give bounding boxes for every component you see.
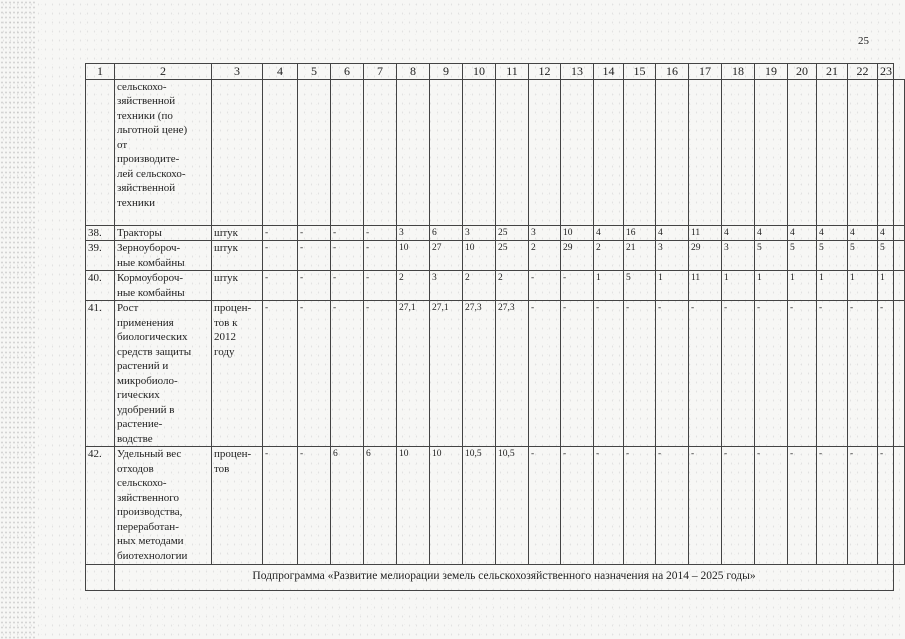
value-cell bbox=[529, 79, 561, 225]
unit bbox=[212, 79, 263, 225]
column-header-20: 20 bbox=[788, 64, 817, 80]
value-cell: - bbox=[364, 301, 397, 447]
value-cell: 29 bbox=[561, 241, 594, 271]
value-cell: - bbox=[529, 271, 561, 301]
value-cell: - bbox=[788, 447, 817, 565]
value-cell: 27,1 bbox=[430, 301, 463, 447]
table-row bbox=[86, 447, 905, 565]
value-cell bbox=[364, 79, 397, 225]
unit bbox=[212, 301, 263, 447]
value-cell: 4 bbox=[656, 225, 689, 241]
value-cell bbox=[463, 79, 496, 225]
value-cell: - bbox=[263, 225, 298, 241]
header-row bbox=[86, 64, 905, 80]
value-cell bbox=[894, 271, 905, 301]
value-cell: - bbox=[561, 301, 594, 447]
indicator-name bbox=[115, 241, 212, 271]
value-cell bbox=[894, 225, 905, 241]
value-cell: - bbox=[263, 271, 298, 301]
value-cell: - bbox=[263, 447, 298, 565]
table-row bbox=[86, 79, 905, 225]
value-cell: 11 bbox=[689, 225, 722, 241]
indicator-name-line: производите- bbox=[117, 153, 180, 165]
value-cell bbox=[878, 79, 894, 225]
value-cell: - bbox=[689, 301, 722, 447]
column-header-6: 6 bbox=[331, 64, 364, 80]
value-cell: 10 bbox=[463, 241, 496, 271]
value-cell bbox=[263, 79, 298, 225]
indicator-name-line: ных методами bbox=[117, 535, 184, 547]
subprogram-row-number bbox=[86, 565, 115, 591]
indicator-name-line: Кормоубороч- bbox=[117, 272, 184, 284]
value-cell: 27,3 bbox=[496, 301, 529, 447]
value-cell: - bbox=[817, 301, 848, 447]
unit-line: тов к bbox=[214, 316, 238, 329]
value-cell: 16 bbox=[624, 225, 656, 241]
value-cell: 1 bbox=[878, 271, 894, 301]
value-cell: - bbox=[817, 447, 848, 565]
indicator-name-line: биологических bbox=[117, 331, 188, 343]
value-cell: - bbox=[755, 447, 788, 565]
value-cell bbox=[561, 79, 594, 225]
value-cell bbox=[894, 241, 905, 271]
value-cell: - bbox=[364, 241, 397, 271]
indicator-name bbox=[115, 301, 212, 447]
value-cell bbox=[656, 79, 689, 225]
value-cell: - bbox=[331, 225, 364, 241]
value-cell: 1 bbox=[656, 271, 689, 301]
value-cell: 5 bbox=[848, 241, 878, 271]
value-cell bbox=[894, 447, 905, 565]
indicators-table bbox=[85, 63, 905, 591]
value-cell: 10 bbox=[430, 447, 463, 565]
table-row bbox=[86, 301, 905, 447]
indicator-name bbox=[115, 225, 212, 241]
column-header-13: 13 bbox=[561, 64, 594, 80]
value-cell: 1 bbox=[788, 271, 817, 301]
indicator-name-line: растение- bbox=[117, 418, 163, 430]
value-cell: 5 bbox=[878, 241, 894, 271]
value-cell bbox=[894, 301, 905, 447]
indicator-name-line: Удельный вес bbox=[117, 448, 182, 460]
column-header-21: 21 bbox=[817, 64, 848, 80]
value-cell: 3 bbox=[463, 225, 496, 241]
value-cell: 1 bbox=[722, 271, 755, 301]
row-number bbox=[86, 79, 115, 225]
indicator-name-line: удобрений в bbox=[117, 403, 175, 416]
value-cell: 1 bbox=[848, 271, 878, 301]
unit bbox=[212, 241, 263, 271]
table-row bbox=[86, 225, 905, 241]
indicator-name-line: зяйственного bbox=[117, 491, 180, 504]
column-header-16: 16 bbox=[656, 64, 689, 80]
indicator-name-line: Зерноубороч- bbox=[117, 242, 181, 254]
value-cell: 6 bbox=[364, 447, 397, 565]
value-cell: 2 bbox=[397, 271, 430, 301]
value-cell: - bbox=[529, 447, 561, 565]
column-header-3: 3 bbox=[212, 64, 263, 80]
column-header-14: 14 bbox=[594, 64, 624, 80]
value-cell: - bbox=[722, 447, 755, 565]
value-cell: 1 bbox=[594, 271, 624, 301]
value-cell: 4 bbox=[817, 225, 848, 241]
value-cell: 25 bbox=[496, 225, 529, 241]
value-cell: - bbox=[263, 241, 298, 271]
value-cell: - bbox=[298, 225, 331, 241]
value-cell: 3 bbox=[430, 271, 463, 301]
row-number: 40. bbox=[86, 271, 115, 301]
column-header-15: 15 bbox=[624, 64, 656, 80]
unit-line: штук bbox=[214, 226, 238, 239]
value-cell bbox=[397, 79, 430, 225]
value-cell: - bbox=[561, 271, 594, 301]
unit bbox=[212, 225, 263, 241]
value-cell bbox=[689, 79, 722, 225]
value-cell: 2 bbox=[496, 271, 529, 301]
column-header-11: 11 bbox=[496, 64, 529, 80]
value-cell: 10,5 bbox=[463, 447, 496, 565]
indicator-name-line: лей сельскохо- bbox=[117, 167, 186, 180]
indicator-name-line: зяйственной bbox=[117, 95, 176, 107]
value-cell: - bbox=[878, 447, 894, 565]
value-cell: 27,3 bbox=[463, 301, 496, 447]
value-cell: 1 bbox=[755, 271, 788, 301]
row-number: 41. bbox=[86, 301, 115, 447]
value-cell bbox=[848, 79, 878, 225]
value-cell: 27,1 bbox=[397, 301, 430, 447]
value-cell: 1 bbox=[817, 271, 848, 301]
value-cell: 4 bbox=[848, 225, 878, 241]
table-row bbox=[86, 271, 905, 301]
indicator-name-line: переработан- bbox=[117, 520, 179, 533]
value-cell: - bbox=[561, 447, 594, 565]
value-cell: 3 bbox=[397, 225, 430, 241]
indicator-name-line: отходов bbox=[117, 462, 154, 475]
value-cell: - bbox=[788, 301, 817, 447]
value-cell: - bbox=[878, 301, 894, 447]
value-cell: 2 bbox=[463, 271, 496, 301]
column-header-19: 19 bbox=[755, 64, 788, 80]
indicator-name-line: ные комбайны bbox=[117, 256, 185, 269]
indicator-name bbox=[115, 271, 212, 301]
scan-edge-shadow bbox=[0, 0, 36, 639]
value-cell: 4 bbox=[755, 225, 788, 241]
value-cell: 27 bbox=[430, 241, 463, 271]
column-header-2: 2 bbox=[115, 64, 212, 80]
row-number: 42. bbox=[86, 447, 115, 565]
column-header-4: 4 bbox=[263, 64, 298, 80]
value-cell bbox=[298, 79, 331, 225]
unit-line: штук bbox=[214, 242, 238, 254]
value-cell bbox=[722, 79, 755, 225]
value-cell bbox=[496, 79, 529, 225]
column-header-9: 9 bbox=[430, 64, 463, 80]
column-header-8: 8 bbox=[397, 64, 430, 80]
value-cell: 2 bbox=[594, 241, 624, 271]
value-cell: - bbox=[331, 271, 364, 301]
subprogram-row bbox=[86, 565, 905, 591]
value-cell: - bbox=[298, 271, 331, 301]
value-cell: 3 bbox=[529, 225, 561, 241]
value-cell: - bbox=[689, 447, 722, 565]
value-cell: 29 bbox=[689, 241, 722, 271]
subprogram-title: Подпрограмма «Развитие мелиорации земель сельскохозяйственного назначения на 2014 – 2025 годы» bbox=[115, 565, 894, 591]
column-header-7: 7 bbox=[364, 64, 397, 80]
column-header-1: 1 bbox=[86, 64, 115, 80]
unit-line: тов bbox=[214, 462, 230, 475]
indicator-name-line: сельскохо- bbox=[117, 80, 167, 93]
value-cell: - bbox=[656, 301, 689, 447]
value-cell: 5 bbox=[788, 241, 817, 271]
value-cell: - bbox=[298, 241, 331, 271]
indicator-name-line: техники bbox=[117, 196, 156, 209]
unit-line: процен- bbox=[214, 448, 252, 460]
unit bbox=[212, 447, 263, 565]
value-cell: 4 bbox=[722, 225, 755, 241]
value-cell: - bbox=[331, 301, 364, 447]
indicator-name-line: производства, bbox=[117, 506, 183, 518]
value-cell: 6 bbox=[331, 447, 364, 565]
value-cell: - bbox=[848, 301, 878, 447]
value-cell: 25 bbox=[496, 241, 529, 271]
value-cell bbox=[788, 79, 817, 225]
indicator-name-line: средств защиты bbox=[117, 345, 192, 358]
column-header-12: 12 bbox=[529, 64, 561, 80]
value-cell: 10 bbox=[397, 241, 430, 271]
indicator-name-line: гических bbox=[117, 389, 160, 401]
indicator-name-line: применения bbox=[117, 316, 174, 329]
column-header-23: 23 bbox=[878, 64, 894, 80]
value-cell: 4 bbox=[878, 225, 894, 241]
value-cell: - bbox=[624, 301, 656, 447]
indicator-name-line: сельскохо- bbox=[117, 477, 167, 489]
value-cell bbox=[817, 79, 848, 225]
indicator-name-line: техники (по bbox=[117, 109, 173, 122]
unit-line: 2012 bbox=[214, 331, 236, 343]
indicator-name-line: зяйственной bbox=[117, 182, 176, 194]
value-cell bbox=[331, 79, 364, 225]
value-cell: - bbox=[624, 447, 656, 565]
value-cell: 2 bbox=[529, 241, 561, 271]
value-cell: - bbox=[364, 225, 397, 241]
value-cell: - bbox=[848, 447, 878, 565]
value-cell bbox=[894, 79, 905, 225]
value-cell: 5 bbox=[755, 241, 788, 271]
indicator-name-line: микробиоло- bbox=[117, 374, 178, 387]
value-cell: 4 bbox=[788, 225, 817, 241]
column-header-17: 17 bbox=[689, 64, 722, 80]
value-cell: - bbox=[594, 447, 624, 565]
value-cell: 10,5 bbox=[496, 447, 529, 565]
indicator-name-line: льготной цене) bbox=[117, 124, 188, 136]
value-cell: 4 bbox=[594, 225, 624, 241]
table-row bbox=[86, 241, 905, 271]
indicator-name-line: Тракторы bbox=[117, 226, 162, 239]
value-cell: 6 bbox=[430, 225, 463, 241]
value-cell bbox=[430, 79, 463, 225]
row-number: 39. bbox=[86, 241, 115, 271]
value-cell: 11 bbox=[689, 271, 722, 301]
value-cell: 10 bbox=[397, 447, 430, 565]
indicator-name bbox=[115, 447, 212, 565]
value-cell: - bbox=[755, 301, 788, 447]
value-cell: 5 bbox=[817, 241, 848, 271]
row-number: 38. bbox=[86, 225, 115, 241]
indicator-name-line: водстве bbox=[117, 432, 153, 445]
value-cell: - bbox=[722, 301, 755, 447]
value-cell: 5 bbox=[624, 271, 656, 301]
value-cell: - bbox=[656, 447, 689, 565]
unit-line: штук bbox=[214, 272, 238, 284]
value-cell bbox=[594, 79, 624, 225]
column-header-10: 10 bbox=[463, 64, 496, 80]
value-cell bbox=[755, 79, 788, 225]
indicator-name-line: биотехнологии bbox=[117, 549, 188, 562]
indicator-name-line: растений и bbox=[117, 360, 169, 372]
indicator-name-line: от bbox=[117, 138, 128, 151]
value-cell: 21 bbox=[624, 241, 656, 271]
value-cell: - bbox=[364, 271, 397, 301]
unit bbox=[212, 271, 263, 301]
value-cell: - bbox=[298, 301, 331, 447]
value-cell: - bbox=[263, 301, 298, 447]
page-number: 25 bbox=[858, 35, 869, 47]
column-header-5: 5 bbox=[298, 64, 331, 80]
value-cell: - bbox=[529, 301, 561, 447]
value-cell: - bbox=[298, 447, 331, 565]
unit-line: году bbox=[214, 345, 235, 358]
unit-line: процен- bbox=[214, 302, 252, 314]
indicator-name bbox=[115, 79, 212, 225]
indicator-name-line: ные комбайны bbox=[117, 286, 185, 299]
column-header-22: 22 bbox=[848, 64, 878, 80]
value-cell: 3 bbox=[722, 241, 755, 271]
value-cell: - bbox=[331, 241, 364, 271]
indicator-name-line: Рост bbox=[117, 302, 139, 314]
value-cell: 3 bbox=[656, 241, 689, 271]
value-cell: - bbox=[594, 301, 624, 447]
value-cell: 10 bbox=[561, 225, 594, 241]
column-header-18: 18 bbox=[722, 64, 755, 80]
value-cell bbox=[624, 79, 656, 225]
